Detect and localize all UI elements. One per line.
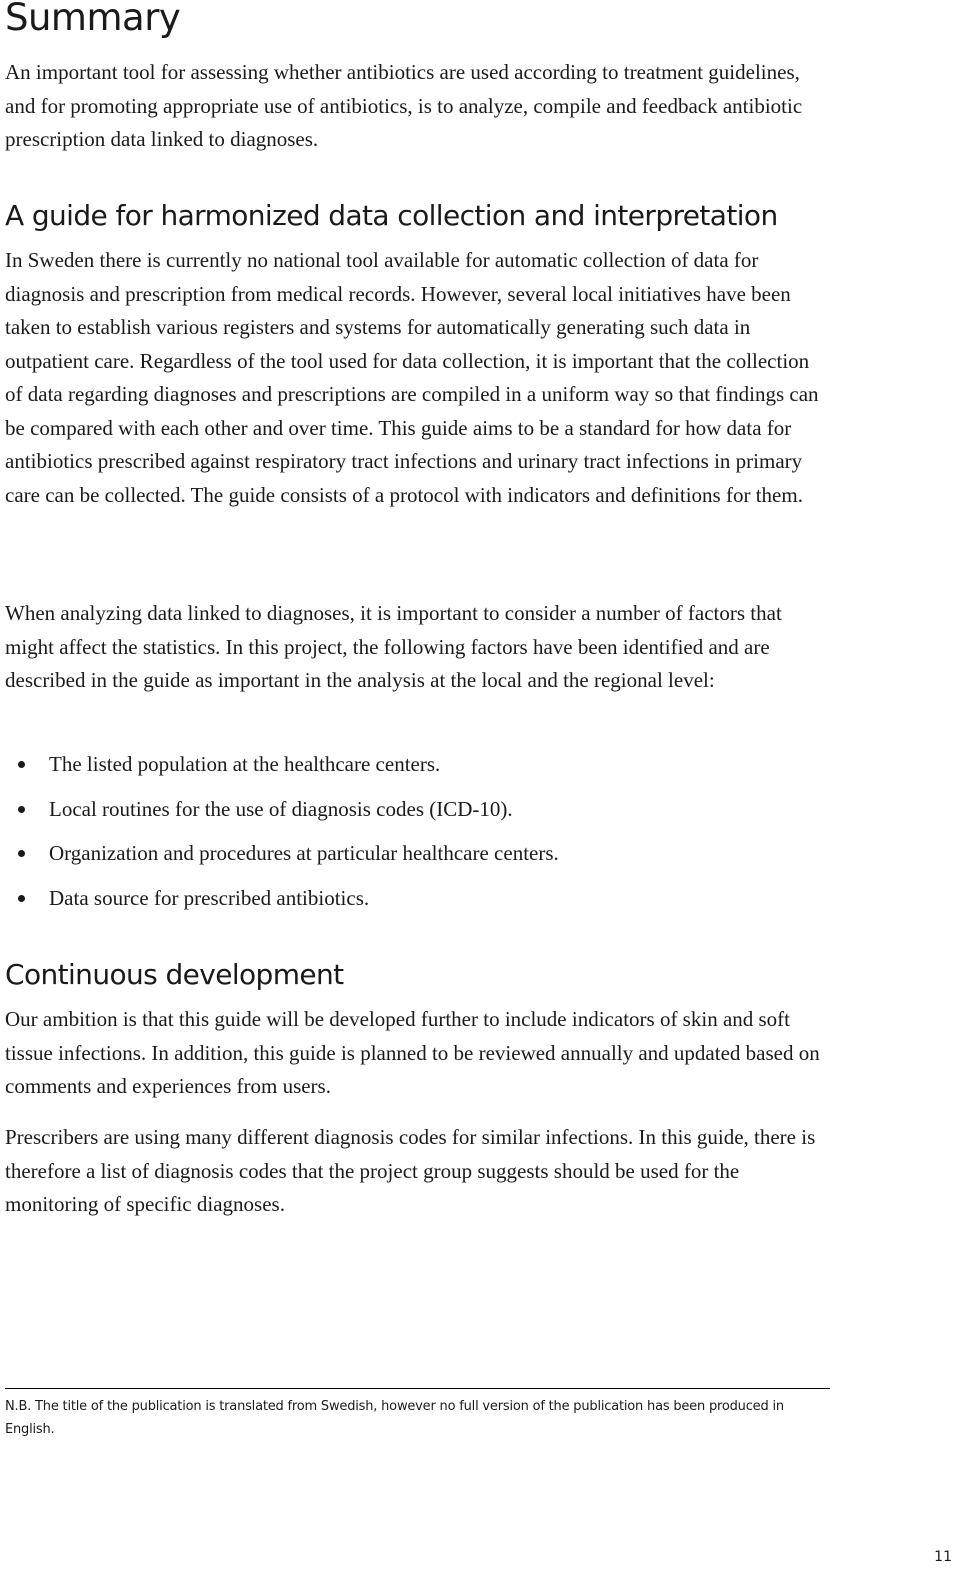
guide-paragraph-2: When analyzing data linked to diagnoses, it is important to consider a number of factors that might affect the statistics. In this project, the following factors have been identified and are described in the guide as important in the analysis at the local and the regional level: bbox=[5, 601, 782, 692]
factor-text: Organization and procedures at particular healthcare centers. bbox=[49, 841, 559, 866]
summary-intro-paragraph: An important tool for assessing whether antibiotics are used according to treatment guidelines, and for promoting appropriate use of antibiotics, is to analyze, compile and feedback antibiotic prescription data linked to diagnoses. bbox=[5, 60, 803, 151]
development-paragraph-1: Our ambition is that this guide will be developed further to include indicators of skin and soft tissue infections. In addition, this guide is planned to be reviewed annually and updated based on comments and experiences from users. bbox=[5, 1007, 820, 1098]
development-paragraph-2: Prescribers are using many different diagnosis codes for similar infections. In this guide, there is therefore a list of diagnosis codes that the project group suggests should be used for the monitoring of specific diagnoses. bbox=[5, 1125, 816, 1216]
list-item bbox=[5, 793, 825, 838]
development-section-heading: Continuous development bbox=[5, 958, 344, 991]
list-item bbox=[5, 882, 825, 927]
guide-section-heading: A guide for harmonized data collection and interpretation bbox=[5, 199, 778, 232]
summary-title: Summary bbox=[5, 0, 181, 39]
factor-text: Data source for prescribed antibiotics. bbox=[49, 886, 370, 911]
footnote-divider bbox=[5, 1388, 830, 1389]
guide-paragraph-1: In Sweden there is currently no national tool available for automatic collection of data for diagnosis and prescription from medical records. However, several local initiatives have been taken to establish various registers and systems for automatically generating such data in outpatient care. Regardless of the tool used for data collection, it is important that the collection of data regarding diagnoses and prescriptions are compiled in a uniform way so that findings can be compared with each other and over time. This guide aims to be a standard for how data for antibiotics prescribed against respiratory tract infections and urinary tract infections in primary care can be collected. The guide consists of a protocol with indicators and definitions for them. bbox=[5, 248, 819, 507]
list-item bbox=[5, 837, 825, 882]
factors-list bbox=[5, 748, 825, 927]
bullet-icon bbox=[18, 806, 25, 813]
bullet-icon bbox=[18, 895, 25, 902]
bullet-icon bbox=[18, 761, 25, 768]
factor-text: The listed population at the healthcare centers. bbox=[49, 752, 441, 776]
list-item bbox=[5, 748, 825, 793]
footnote-text: N.B. The title of the publication is translated from Swedish, however no full version of the publication has been produced in English. bbox=[5, 1399, 784, 1437]
page-number: 11 bbox=[934, 1549, 952, 1565]
factor-text: Local routines for the use of diagnosis codes (ICD-10). bbox=[49, 796, 513, 821]
bullet-icon bbox=[18, 850, 25, 857]
